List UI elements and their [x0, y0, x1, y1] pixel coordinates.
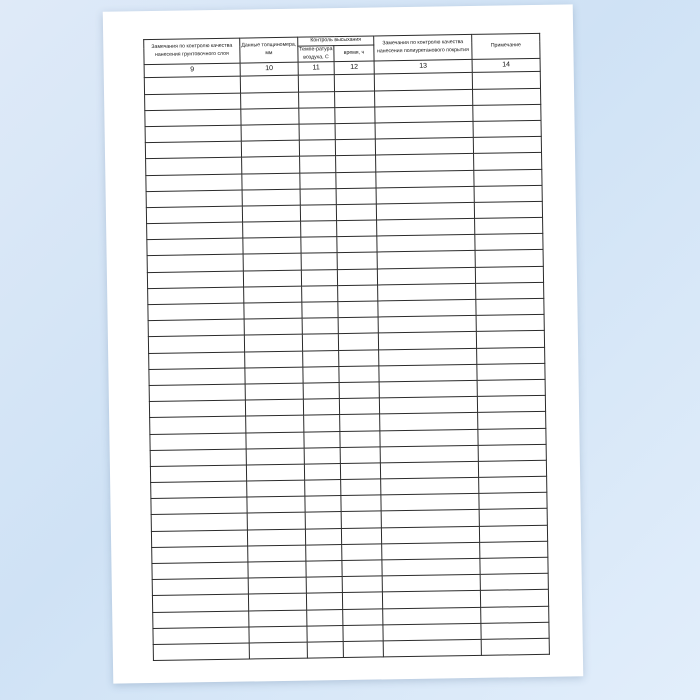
table-cell[interactable]	[150, 416, 246, 434]
table-cell[interactable]	[241, 124, 299, 141]
table-cell[interactable]	[304, 463, 340, 480]
table-cell[interactable]	[481, 638, 549, 655]
table-cell[interactable]	[335, 107, 375, 124]
table-cell[interactable]	[337, 236, 377, 253]
table-cell[interactable]	[379, 397, 477, 415]
table-cell[interactable]	[243, 221, 301, 238]
table-cell[interactable]	[378, 283, 476, 301]
table-cell[interactable]	[474, 201, 542, 218]
table-cell[interactable]	[145, 141, 241, 159]
table-cell[interactable]	[303, 383, 339, 400]
table-cell[interactable]	[153, 611, 249, 629]
table-cell[interactable]	[341, 495, 381, 512]
table-cell[interactable]	[302, 302, 338, 319]
header-cell-col13: Замечания по контролю качества нанесения полиуретанового покрытия	[374, 34, 472, 61]
table-cell[interactable]	[241, 140, 299, 157]
table-cell[interactable]	[302, 334, 338, 351]
table-cell[interactable]	[376, 202, 474, 220]
table-cell[interactable]	[336, 188, 376, 205]
table-cell[interactable]	[299, 107, 335, 124]
table-cell[interactable]	[336, 171, 376, 188]
table-cell[interactable]	[382, 575, 480, 593]
table-cell[interactable]	[246, 448, 304, 465]
table-cell[interactable]	[475, 234, 543, 251]
table-cell[interactable]	[337, 252, 377, 269]
table-cell[interactable]	[152, 562, 248, 580]
table-cell[interactable]	[299, 124, 335, 141]
table-cell[interactable]	[480, 557, 548, 574]
table-cell[interactable]	[340, 414, 380, 431]
table-cell[interactable]	[149, 400, 245, 418]
table-cell[interactable]	[336, 155, 376, 172]
table-cell[interactable]	[306, 544, 342, 561]
table-cell[interactable]	[302, 318, 338, 335]
table-cell[interactable]	[244, 302, 302, 319]
table-cell[interactable]	[301, 237, 337, 254]
table-cell[interactable]	[247, 529, 305, 546]
table-cell[interactable]	[480, 590, 548, 607]
table-cell[interactable]	[343, 625, 383, 642]
table-cell[interactable]	[335, 91, 375, 108]
column-number-9: 9	[144, 63, 240, 78]
table-cell[interactable]	[151, 481, 247, 499]
table-cell[interactable]	[377, 235, 475, 253]
table-cell[interactable]	[340, 463, 380, 480]
table-cell[interactable]	[249, 642, 307, 659]
table-cell[interactable]	[148, 303, 244, 321]
table-cell[interactable]	[302, 285, 338, 302]
table-cell[interactable]	[147, 222, 243, 240]
table-cell[interactable]	[148, 287, 244, 305]
table-cell[interactable]	[338, 333, 378, 350]
table-cell[interactable]	[379, 380, 477, 398]
table-cell[interactable]	[307, 641, 343, 658]
table-cell[interactable]	[150, 449, 246, 467]
table-cell[interactable]	[242, 156, 300, 173]
table-cell[interactable]	[306, 561, 342, 578]
table-cell[interactable]	[146, 157, 242, 175]
table-cell[interactable]	[148, 319, 244, 337]
table-cell[interactable]	[303, 350, 339, 367]
table-cell[interactable]	[305, 512, 341, 529]
table-cell[interactable]	[377, 251, 475, 269]
table-cell[interactable]	[145, 93, 241, 111]
table-cell[interactable]	[150, 433, 246, 451]
table-cell[interactable]	[248, 577, 306, 594]
table-cell[interactable]	[380, 445, 478, 463]
table-cell[interactable]	[380, 429, 478, 447]
table-cell[interactable]	[248, 545, 306, 562]
table-cell[interactable]	[377, 267, 475, 285]
table-cell[interactable]	[152, 546, 248, 564]
column-number-13: 13	[374, 60, 472, 75]
table-cell[interactable]	[472, 72, 540, 89]
table-cell[interactable]	[479, 493, 547, 510]
table-cell[interactable]	[339, 398, 379, 415]
table-cell[interactable]	[477, 379, 545, 396]
table-cell[interactable]	[242, 205, 300, 222]
table-cell[interactable]	[340, 430, 380, 447]
table-cell[interactable]	[247, 496, 305, 513]
column-number-10: 10	[240, 63, 298, 77]
table-cell[interactable]	[146, 174, 242, 192]
header-cell-col14: Примечание	[472, 33, 540, 59]
table-cell[interactable]	[145, 109, 241, 127]
table-cell[interactable]	[305, 480, 341, 497]
table-cell[interactable]	[383, 607, 481, 625]
table-cell[interactable]	[152, 578, 248, 596]
table-cell[interactable]	[381, 526, 479, 544]
table-cell[interactable]	[247, 480, 305, 497]
table-cell[interactable]	[246, 432, 304, 449]
table-cell[interactable]	[343, 608, 383, 625]
table-cell[interactable]	[336, 204, 376, 221]
table-cell[interactable]	[300, 188, 336, 205]
table-cell[interactable]	[335, 123, 375, 140]
table-cell[interactable]	[481, 622, 549, 639]
table-cell[interactable]	[304, 415, 340, 432]
table-cell[interactable]	[377, 218, 475, 236]
table-cell[interactable]	[338, 285, 378, 302]
table-cell[interactable]	[374, 73, 472, 91]
table-cell[interactable]	[474, 153, 542, 170]
table-cell[interactable]	[298, 75, 334, 92]
table-cell[interactable]	[249, 610, 307, 627]
table-cell[interactable]	[151, 530, 247, 548]
table-cell[interactable]	[473, 104, 541, 121]
table-cell[interactable]	[247, 513, 305, 530]
table-cell[interactable]	[340, 447, 380, 464]
table-cell[interactable]	[248, 561, 306, 578]
table-cell[interactable]	[301, 269, 337, 286]
table-cell[interactable]	[381, 494, 479, 512]
table-cell[interactable]	[478, 444, 546, 461]
table-cell[interactable]	[301, 221, 337, 238]
table-cell[interactable]	[476, 331, 544, 348]
table-cell[interactable]	[151, 497, 247, 515]
table-cell[interactable]	[382, 542, 480, 560]
table-cell[interactable]	[240, 76, 298, 93]
table-cell[interactable]	[335, 139, 375, 156]
header-cell-group-drying-control: Контроль высыхания	[298, 36, 374, 46]
table-cell[interactable]	[342, 544, 382, 561]
column-number-12: 12	[334, 61, 374, 75]
table-cell[interactable]	[379, 348, 477, 366]
table-cell[interactable]	[478, 460, 546, 477]
header-cell-col11: Темпе-ратура воздуха, С	[298, 45, 334, 62]
table-cell[interactable]	[147, 271, 243, 289]
table-cell[interactable]	[477, 363, 545, 380]
table-cell[interactable]	[478, 412, 546, 429]
table-cell[interactable]	[480, 574, 548, 591]
table-cell[interactable]	[304, 447, 340, 464]
table-cell[interactable]	[475, 250, 543, 267]
table-cell[interactable]	[245, 351, 303, 368]
table-cell[interactable]	[479, 525, 547, 542]
table-cell[interactable]	[149, 384, 245, 402]
table-cell[interactable]	[249, 626, 307, 643]
table-cell[interactable]	[248, 593, 306, 610]
header-cell-col9: Замечания по контролю качества нанесения грунтовочного слоя	[144, 38, 240, 65]
table-cell[interactable]	[337, 269, 377, 286]
table-cell[interactable]	[339, 382, 379, 399]
table-cell[interactable]	[342, 560, 382, 577]
table-cell[interactable]	[476, 282, 544, 299]
table-cell[interactable]	[152, 594, 248, 612]
table-cell[interactable]	[339, 350, 379, 367]
table-cell[interactable]	[378, 316, 476, 334]
table-cell[interactable]	[382, 591, 480, 609]
table-cell[interactable]	[299, 91, 335, 108]
table-cell[interactable]	[383, 623, 481, 641]
table-cell[interactable]	[382, 558, 480, 576]
table-cell[interactable]	[243, 254, 301, 271]
table-cell[interactable]	[245, 367, 303, 384]
table-cell[interactable]	[375, 105, 473, 123]
table-cell[interactable]	[245, 383, 303, 400]
table-cell[interactable]	[342, 592, 382, 609]
table-cell[interactable]	[381, 477, 479, 495]
table-cell[interactable]	[147, 255, 243, 273]
table-cell[interactable]	[334, 74, 374, 91]
table-cell[interactable]	[478, 428, 546, 445]
table-cell[interactable]	[337, 220, 377, 237]
table-cell[interactable]	[473, 88, 541, 105]
table-cell[interactable]	[339, 366, 379, 383]
header-cell-col12: время, ч	[334, 45, 374, 62]
table-cell[interactable]	[338, 301, 378, 318]
table-cell[interactable]	[300, 172, 336, 189]
table-cell[interactable]	[341, 528, 381, 545]
paper-sheet	[103, 4, 583, 683]
table-cell[interactable]	[479, 476, 547, 493]
table-cell[interactable]	[146, 206, 242, 224]
table-cell[interactable]	[307, 609, 343, 626]
table-cell[interactable]	[477, 395, 545, 412]
table-cell[interactable]	[150, 465, 246, 483]
table-cell[interactable]	[375, 121, 473, 139]
table-cell[interactable]	[473, 120, 541, 137]
table-cell[interactable]	[343, 641, 383, 658]
table-cell[interactable]	[153, 627, 249, 645]
table-cell[interactable]	[148, 335, 244, 353]
table-cell[interactable]	[300, 204, 336, 221]
table-cell[interactable]	[246, 415, 304, 432]
table-cell[interactable]	[243, 237, 301, 254]
table-cell[interactable]	[243, 270, 301, 287]
table-body	[144, 72, 549, 661]
quality-control-table	[143, 33, 550, 661]
table-cell[interactable]	[149, 352, 245, 370]
table-cell[interactable]	[380, 461, 478, 479]
table-cell[interactable]	[305, 496, 341, 513]
table-cell[interactable]	[378, 332, 476, 350]
table-cell[interactable]	[146, 190, 242, 208]
table-cell[interactable]	[375, 138, 473, 156]
table-cell[interactable]	[378, 299, 476, 317]
table-cell[interactable]	[475, 266, 543, 283]
table-cell[interactable]	[473, 137, 541, 154]
table-cell[interactable]	[383, 639, 481, 657]
table-cell[interactable]	[147, 238, 243, 256]
header-cell-col10: Данные толщиномера, мм	[240, 37, 298, 63]
table-cell[interactable]	[341, 479, 381, 496]
table-cell[interactable]	[376, 170, 474, 188]
table-cell[interactable]	[376, 186, 474, 204]
table-cell[interactable]	[305, 528, 341, 545]
table-cell[interactable]	[338, 317, 378, 334]
table-cell[interactable]	[342, 576, 382, 593]
table-cell[interactable]	[380, 413, 478, 431]
table-cell[interactable]	[242, 189, 300, 206]
table-cell[interactable]	[144, 76, 240, 94]
table-cell[interactable]	[153, 643, 249, 661]
table-cell[interactable]	[376, 154, 474, 172]
table-cell[interactable]	[306, 577, 342, 594]
table-cell[interactable]	[304, 431, 340, 448]
table-cell[interactable]	[476, 315, 544, 332]
table-cell[interactable]	[306, 593, 342, 610]
table-cell[interactable]	[300, 156, 336, 173]
table-cell[interactable]	[375, 89, 473, 107]
table-cell[interactable]	[303, 366, 339, 383]
column-number-11: 11	[298, 62, 334, 76]
table-cell[interactable]	[474, 169, 542, 186]
column-number-14: 14	[472, 59, 540, 73]
table-cell[interactable]	[242, 173, 300, 190]
table-cell[interactable]	[474, 185, 542, 202]
form-table-container	[143, 33, 549, 661]
table-cell[interactable]	[299, 140, 335, 157]
table-cell[interactable]	[381, 510, 479, 528]
table-cell[interactable]	[303, 399, 339, 416]
table-cell[interactable]	[379, 364, 477, 382]
table-cell[interactable]	[149, 368, 245, 386]
table-cell[interactable]	[477, 347, 545, 364]
table-cell[interactable]	[476, 298, 544, 315]
table-cell[interactable]	[245, 399, 303, 416]
table-cell[interactable]	[475, 217, 543, 234]
table-cell[interactable]	[481, 606, 549, 623]
table-cell[interactable]	[241, 108, 299, 125]
table-cell[interactable]	[341, 511, 381, 528]
table-cell[interactable]	[244, 286, 302, 303]
table-cell[interactable]	[480, 541, 548, 558]
table-cell[interactable]	[246, 464, 304, 481]
table-cell[interactable]	[145, 125, 241, 143]
table-cell[interactable]	[241, 92, 299, 109]
table-cell[interactable]	[307, 625, 343, 642]
table-cell[interactable]	[244, 335, 302, 352]
table-cell[interactable]	[301, 253, 337, 270]
table-cell[interactable]	[151, 513, 247, 531]
table-cell[interactable]	[479, 509, 547, 526]
table-cell[interactable]	[244, 318, 302, 335]
